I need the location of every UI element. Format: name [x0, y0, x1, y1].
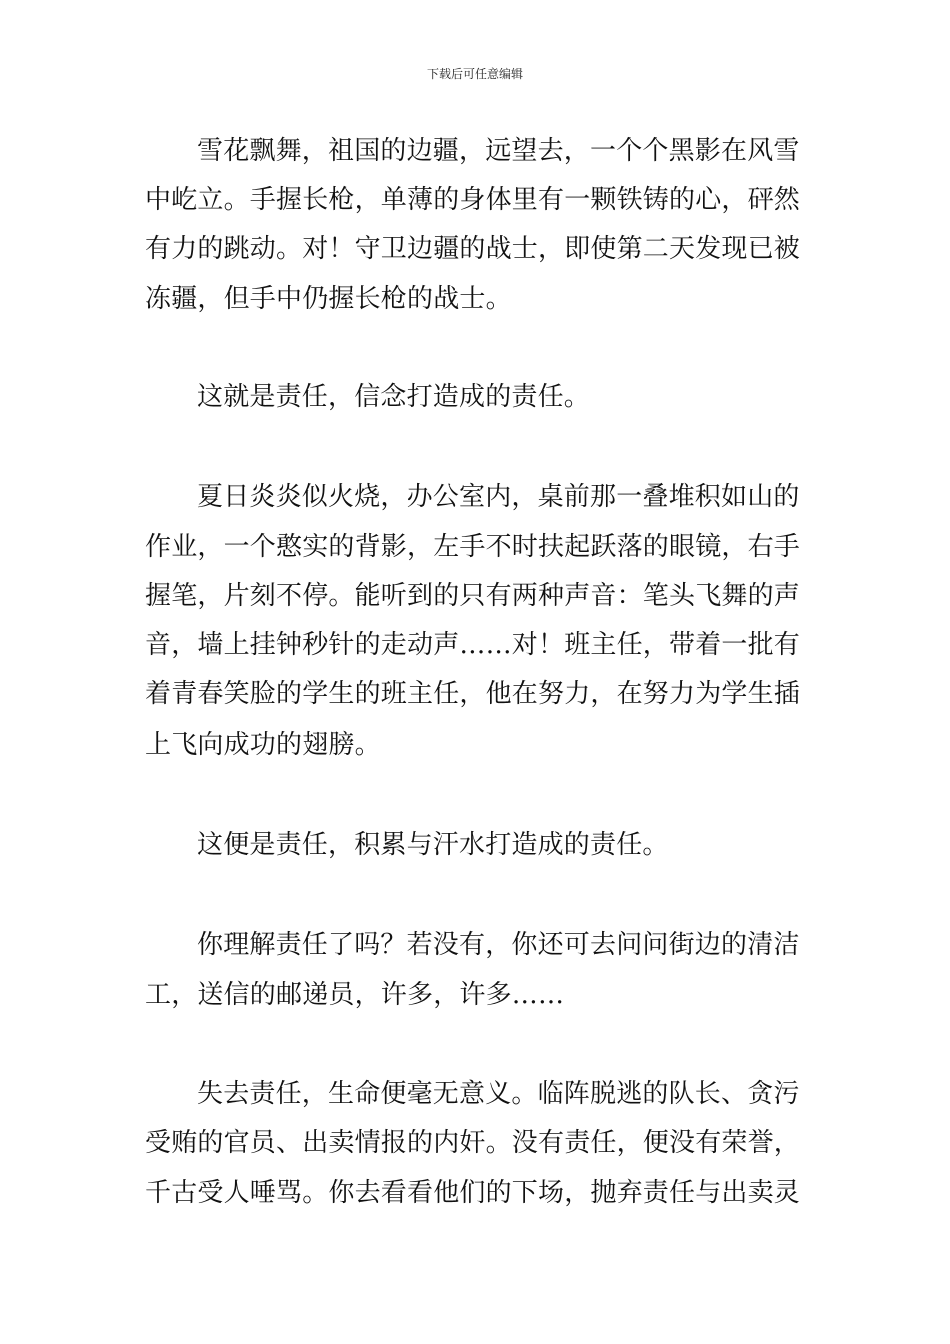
paragraph-3-line-2: 作业，一个憨实的背影，左手不时扶起跃落的眼镜，右手	[145, 532, 801, 562]
paragraph-4-line-1: 这便是责任，积累与汗水打造成的责任。	[197, 830, 669, 860]
paragraph-1-line-1: 雪花飘舞，祖国的边疆，远望去，一个个黑影在风雪	[197, 136, 800, 166]
paragraph-5-line-2: 工，送信的邮递员，许多，许多……	[145, 980, 565, 1010]
paragraph-5-line-1: 你理解责任了吗？若没有，你还可去问问街边的清洁	[197, 930, 800, 960]
paragraph-6-line-1: 失去责任，生命便毫无意义。临阵脱逃的队长、贪污	[197, 1079, 800, 1109]
paragraph-1-line-3: 有力的跳动。对！守卫边疆的战士，即使第二天发现已被	[145, 234, 801, 264]
paragraph-3-line-3: 握笔，片刻不停。能听到的只有两种声音：笔头飞舞的声	[145, 581, 801, 611]
paragraph-1-line-4: 冻疆，但手中仍握长枪的战士。	[145, 284, 512, 314]
paragraph-2-line-1: 这就是责任，信念打造成的责任。	[197, 382, 591, 412]
paragraph-3-line-1: 夏日炎炎似火烧，办公室内，桌前那一叠堆积如山的	[197, 482, 800, 512]
paragraph-6-line-3: 千古受人唾骂。你去看看他们的下场，抛弃责任与出卖灵	[145, 1178, 801, 1208]
paragraph-3-line-4: 音，墙上挂钟秒针的走动声……对！班主任，带着一批有	[145, 630, 801, 660]
paragraph-3-line-6: 上飞向成功的翅膀。	[145, 730, 381, 760]
page-header: 下载后可任意编辑	[426, 67, 523, 81]
paragraph-1-line-2: 中屹立。手握长枪，单薄的身体里有一颗铁铸的心，砰然	[145, 185, 801, 215]
paragraph-3-line-5: 着青春笑脸的学生的班主任，他在努力，在努力为学生插	[145, 679, 801, 709]
paragraph-6-line-2: 受贿的官员、出卖情报的内奸。没有责任，便没有荣誉，	[145, 1128, 801, 1158]
